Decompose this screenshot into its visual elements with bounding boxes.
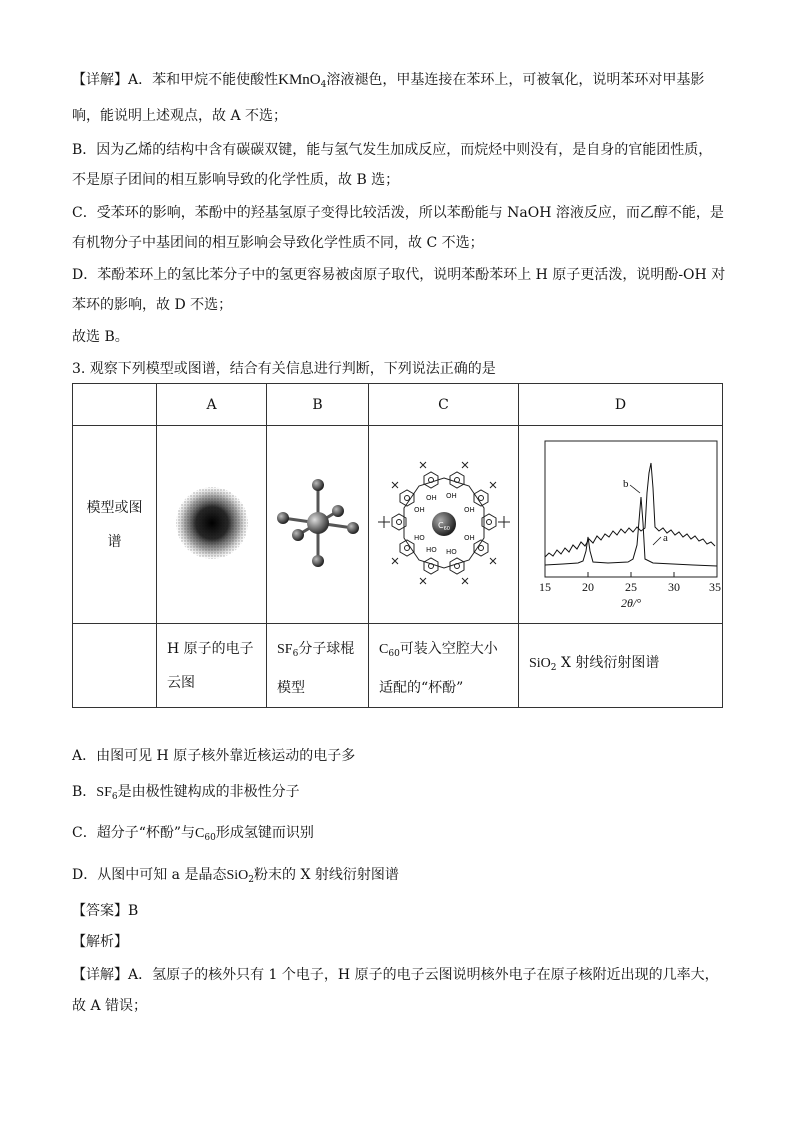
svg-text:OH: OH [463, 505, 475, 514]
table-corner-cell [73, 384, 157, 426]
svg-text:b: b [622, 477, 628, 490]
svg-text:30: 30 [667, 579, 680, 594]
cell-electron-cloud [157, 426, 267, 624]
svg-text:OH: OH [463, 533, 475, 542]
electron-cloud-image [172, 483, 252, 563]
row-label-model: 模型或图 谱 [73, 426, 157, 624]
svg-text:C60: $C_{60}$ [437, 520, 450, 532]
svg-text:OH: OH [425, 493, 437, 502]
header-a: A [157, 384, 267, 426]
cell-calixarene [369, 426, 519, 624]
cell-xrd-chart [519, 426, 723, 624]
xrd-curve-a [545, 463, 715, 557]
caption-empty [73, 624, 157, 708]
table-image-row [73, 426, 723, 624]
svg-text:a: a [662, 531, 668, 544]
detail-c-line-1: C．受苯环的影响，苯酚中的羟基氢原子变得比较活泼，所以苯酚能与 NaOH 溶液反应，而乙醇不能，是 [72, 205, 724, 221]
table-caption-row [73, 624, 723, 708]
svg-text:35: 35 [708, 579, 721, 594]
answer-detail-a-1: 【详解】A．氢原子的核外只有 1 个电子，H 原子的电子云图说明核外电子在原子核附近出现的几率大， [72, 967, 719, 983]
detail-d-line-1: D．苯酚苯环上的氢比苯分子中的氢更容易被卤原子取代，说明苯酚苯环上 H 原子更活泼，说明酚-OH 对 [72, 267, 726, 283]
header-b: B [267, 384, 369, 426]
svg-text:HO: HO [425, 545, 437, 554]
table-header-row [73, 384, 723, 426]
svg-text:OH: OH [413, 505, 425, 514]
svg-text:HO: HO [445, 547, 457, 556]
svg-text:15: 15 [538, 579, 551, 594]
detail-b-line-2: 不是原子团间的相互影响导致的化学性质，故 B 选； [72, 172, 400, 188]
detail-bracket: 【详解】 [72, 72, 128, 88]
answer-value: B [128, 903, 139, 919]
answer-detail-a-2: 故 A 错误； [72, 998, 148, 1014]
detail-d-line-2: 苯环的影响，故 D 不选； [72, 297, 233, 313]
caption-a: H 原子的电子 云图 [157, 624, 267, 708]
detail-c-line-2: 有机物分子中基团间的相互影响会导致化学性质不同，故 C 不选； [72, 235, 484, 251]
option-a: A．由图可见 H 原子核外靠近核运动的电子多 [72, 748, 356, 764]
svg-text:HO: HO [413, 533, 425, 542]
calixarene-image [374, 448, 514, 598]
detail-a-line-1: 【详解】A．苯和甲烷不能使酸性KMnO$_4$溶液褪色，甲基连接在苯环上，可被氧化，说明苯环对甲基影 [72, 72, 705, 90]
analysis-label: 【解析】 [72, 934, 128, 950]
caption-c: $C_{60}$可装入空腔大小 适配的“杯酚” [369, 624, 519, 708]
answer-line: 【答案】B [72, 903, 139, 919]
sf6-ball-stick-image [273, 473, 363, 573]
header-d: D [519, 384, 723, 426]
header-c: C [369, 384, 519, 426]
detail-a-line-2: 响，能说明上述观点，故 A 不选； [72, 108, 288, 124]
xrd-chart [523, 433, 719, 613]
option-d: D．从图中可知 a 是晶态SiO$_2$粉末的 X 射线衍射图谱 [72, 867, 399, 885]
detail-conclusion: 故选 B。 [72, 329, 129, 345]
cell-sf6-model [267, 426, 369, 624]
xrd-curve-b [545, 497, 717, 566]
svg-text:25: 25 [624, 579, 637, 594]
svg-text:20: 20 [581, 579, 594, 594]
caption-b: $SF_6$分子球棍 模型 [267, 624, 369, 708]
option-c: C．超分子“杯酚”与$C_{60}$形成氢键而识别 [72, 825, 314, 843]
svg-text:OH: OH [445, 491, 457, 500]
svg-text:2θ/°: 2θ/° [620, 595, 641, 610]
detail-b-line-1: B．因为乙烯的结构中含有碳碳双键，能与氢气发生加成反应，而烷烃中则没有，是自身的官能团性质， [72, 142, 713, 158]
question-3-stem: 3. 观察下列模型或图谱，结合有关信息进行判断，下列说法正确的是 [72, 361, 496, 377]
option-b: B．$SF_6$是由极性键构成的非极性分子 [72, 784, 300, 802]
question-3-table [72, 383, 723, 708]
caption-d: SiO$_2$ X 射线衍射图谱 [519, 624, 723, 708]
